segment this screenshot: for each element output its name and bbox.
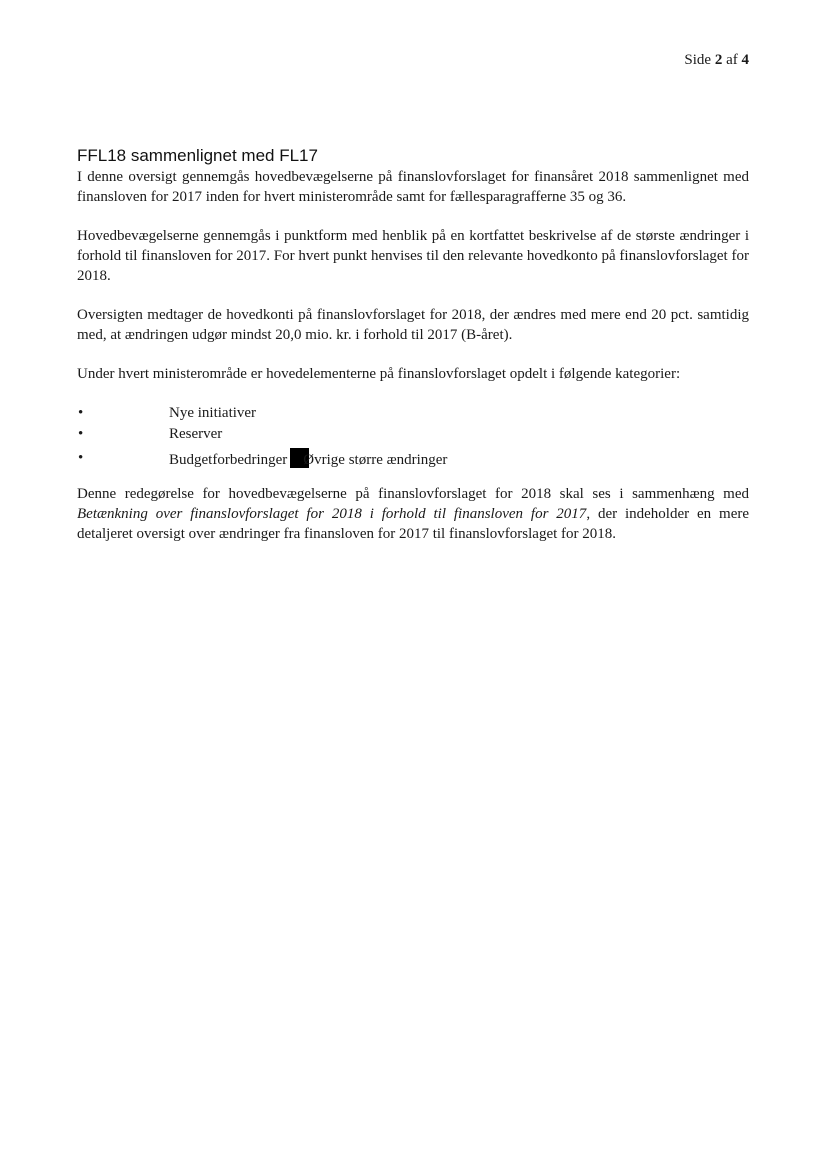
page-number-total: 4 <box>741 52 749 68</box>
list-item <box>77 424 749 445</box>
bullet-marker: • <box>78 426 84 442</box>
bullet-marker: • <box>78 450 84 466</box>
paragraph-method: Hovedbevægelserne gennemgås i punktform med henblik på en kortfattet beskrivelse af de største ændringer i forhold til finansloven for 2017. For hvert punkt henvises til den relevante hovedkonto på finanslovforslaget for 2018. <box>77 228 749 284</box>
page-number-separator: af <box>726 52 738 68</box>
list-item-text <box>169 448 447 471</box>
paragraph-reference-start: Denne redegørelse for hovedbevægelserne på finanslovforslaget for 2018 skal ses i sammenhæng med <box>77 486 749 502</box>
list-item-text-before: Budgetforbedringer <box>169 452 288 468</box>
list-item <box>77 403 749 424</box>
document-body <box>77 145 749 544</box>
category-list <box>77 403 749 469</box>
report-title: Betænkning over finanslovforslaget for 2018 i forhold til finansloven for 2017 <box>77 506 587 522</box>
paragraph-reference <box>77 484 749 544</box>
paragraph-reference-end: , der indeholder en mere detaljeret oversigt over ændringer fra finansloven for 2017 til finanslovforslaget for 2018. <box>77 506 750 542</box>
paragraph-criteria: Oversigten medtager de hovedkonti på finanslovforslaget for 2018, der ændres med mere end 20 pct. samtidig med, at ændringen udgør mindst 20,0 mio. kr. i forhold til 2017 (B-året). <box>77 307 749 343</box>
page-number <box>684 51 749 69</box>
list-item-text: Nye initiativer <box>169 405 257 421</box>
page-number-current: 2 <box>714 52 723 68</box>
page-number-prefix: Side <box>684 52 712 68</box>
list-item-text-after: Øvrige større ændringer <box>303 452 448 468</box>
paragraph-categories: Under hvert ministerområde er hovedelementerne på finanslovforslaget opdelt i følgende kategorier: <box>77 366 681 382</box>
section-heading: FFL18 sammenlignet med FL17 <box>77 146 318 165</box>
paragraph-intro: I denne oversigt gennemgås hovedbevægelserne på finanslovforslaget for finansåret 2018 sammenlignet med finansloven for 2017 inden for hvert ministerområde samt for fællesparagrafferne 35 og 36. <box>77 169 749 205</box>
list-item-text: Reserver <box>169 426 223 442</box>
bullet-marker: • <box>78 405 84 421</box>
list-item <box>77 445 749 469</box>
